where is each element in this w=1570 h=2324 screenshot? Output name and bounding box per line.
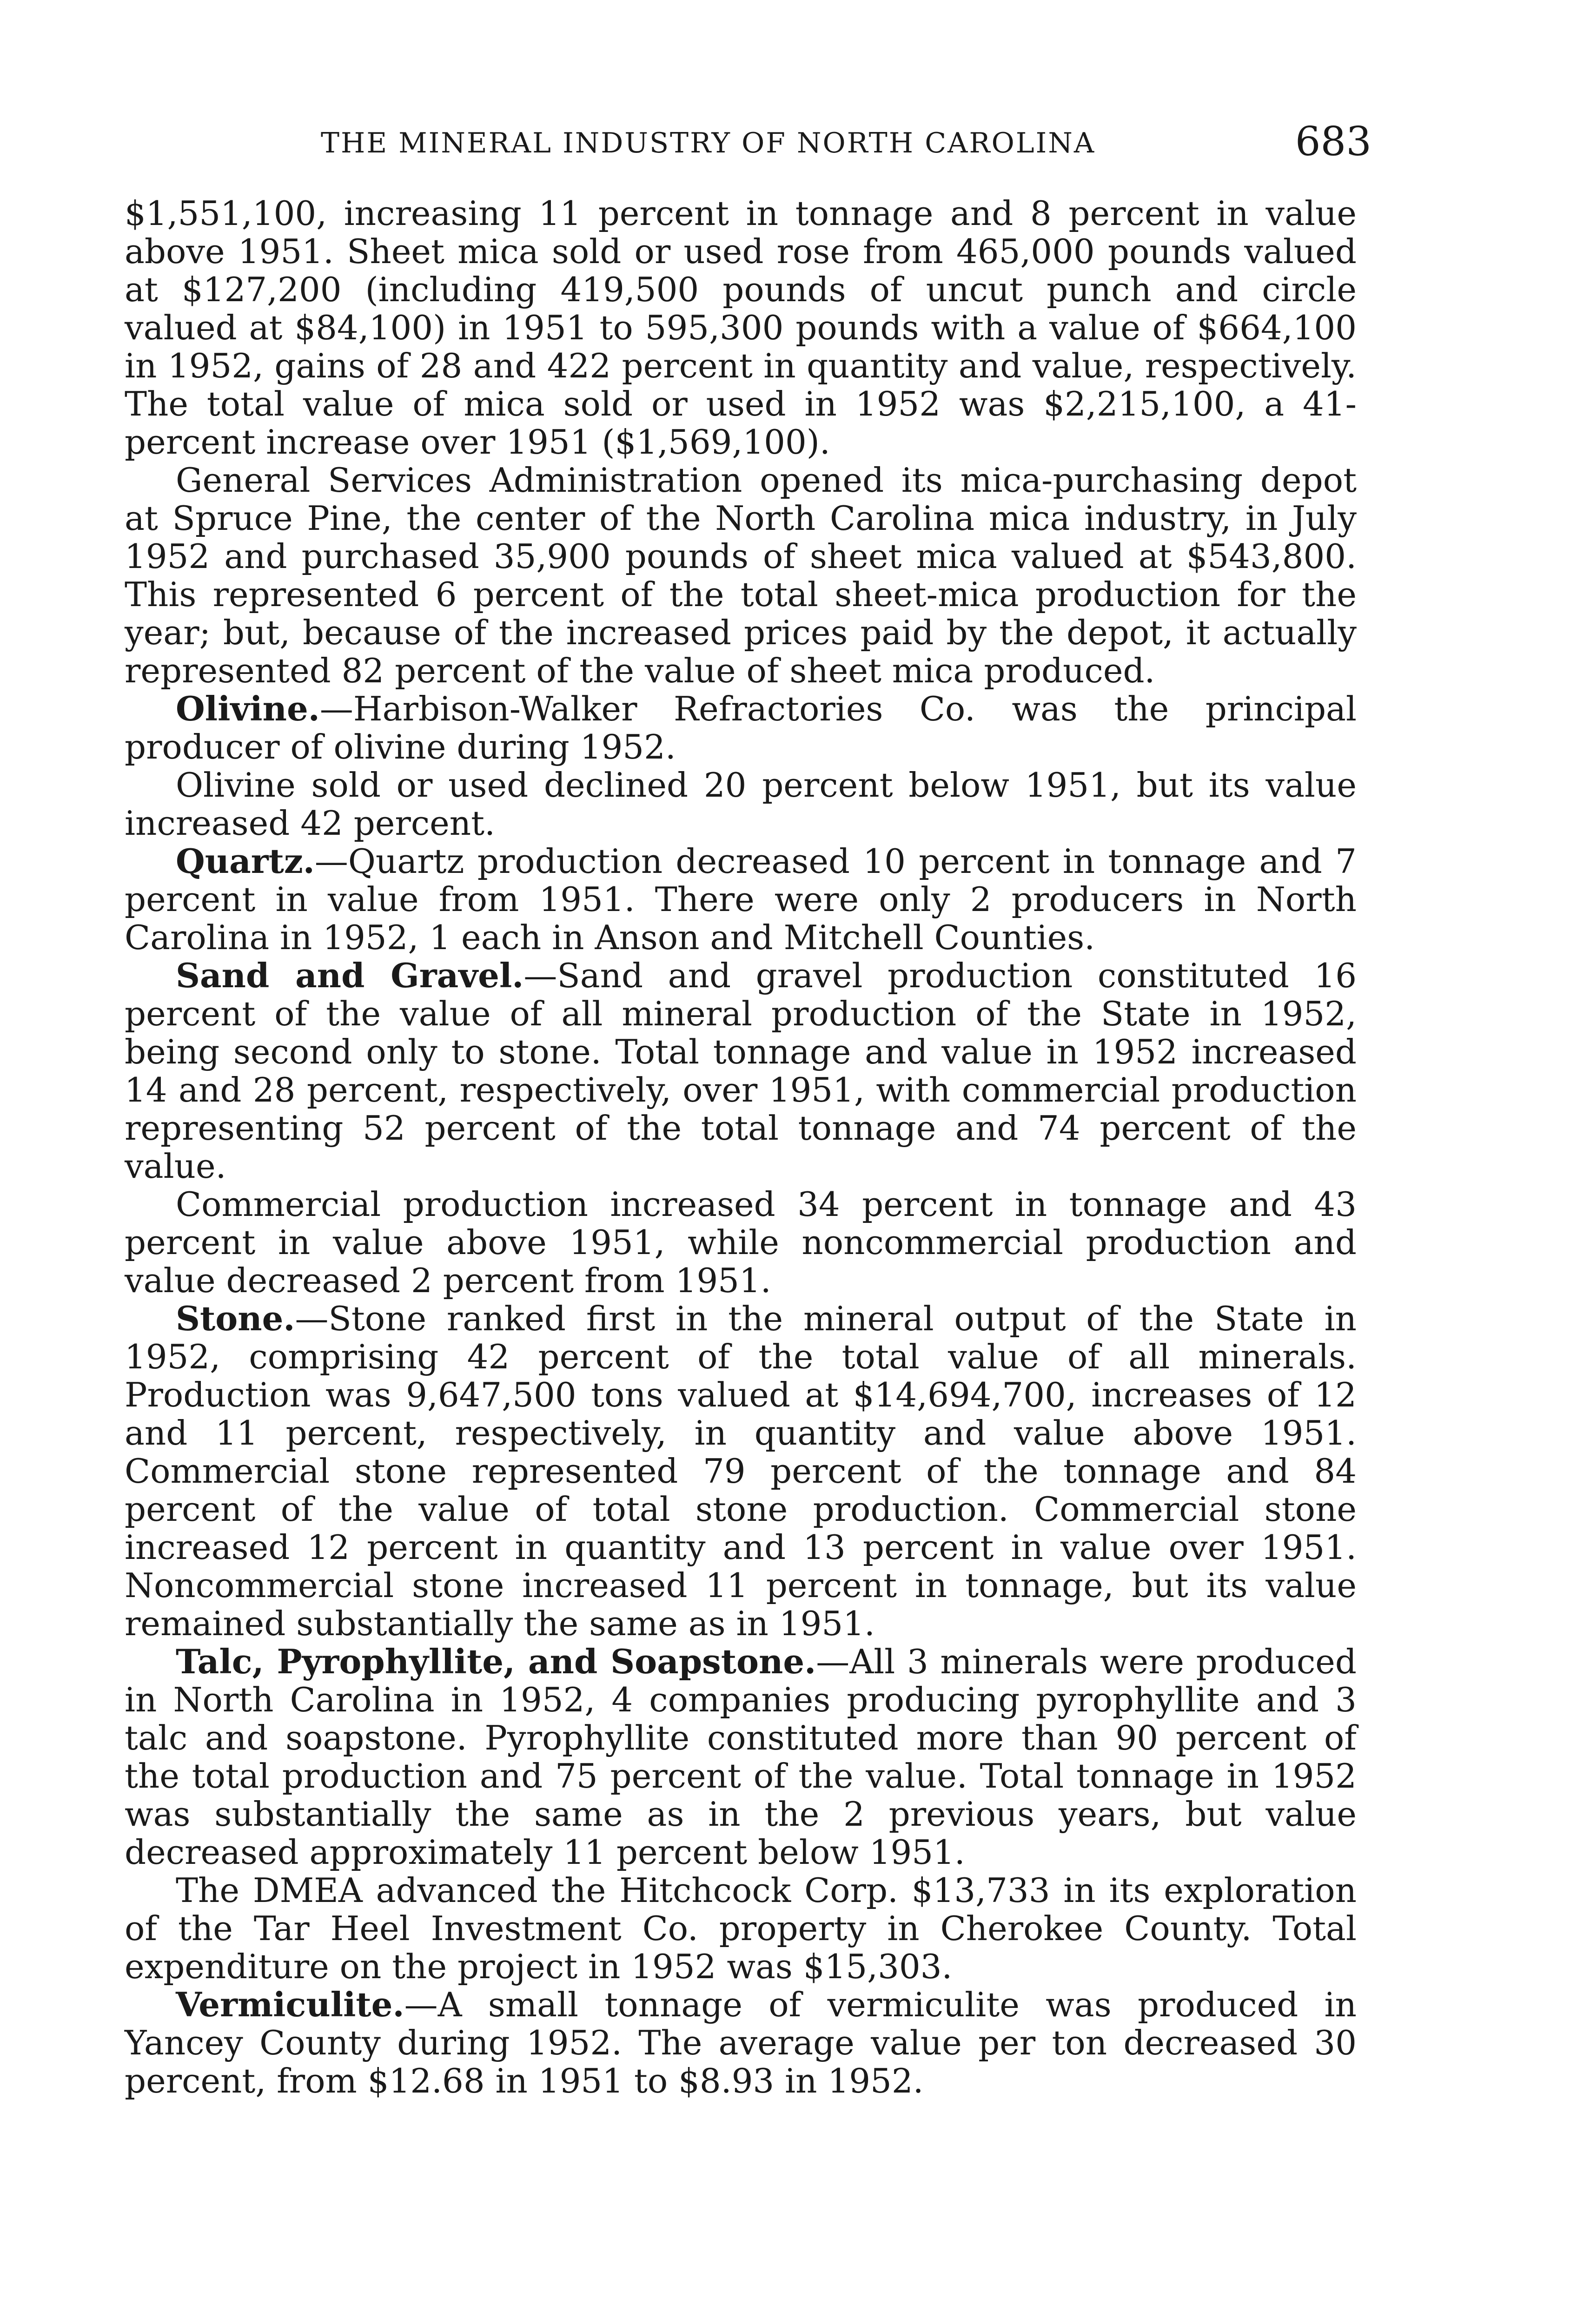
section-heading-stone: Stone.: [176, 1299, 295, 1338]
paragraph-text: —Sand and gravel production constituted 16 percent of the value of all mineral production of the State in 1952, being second only to stone. Total tonnage and value in 1952 increased 14 and 28 percent, respectively, over 1951, with commercial production representing 52 percent of the total tonnage and 74 percent of the value.: [125, 956, 1357, 1186]
paragraph-text: Olivine sold or used declined 20 percent below 1951, but its value increased 42 percent.: [125, 766, 1357, 843]
paragraph-dmea: [125, 1871, 1357, 1986]
section-heading-sand-gravel: Sand and Gravel.: [176, 956, 524, 995]
paragraph-text: General Services Administration opened its mica-purchasing depot at Spruce Pine, the center of the North Carolina mica industry, in July 1952 and purchased 35,900 pounds of sheet mica valued at $543,800. This represented 6 percent of the total sheet-mica production for the year; but, because of the increased prices paid by the depot, it actually represented 82 percent of the value of sheet mica produced.: [125, 461, 1357, 690]
section-heading-vermiculite: Vermiculite.: [176, 1985, 404, 2024]
paragraph-sand-gravel: [125, 957, 1357, 1185]
paragraph-vermiculite: [125, 1986, 1357, 2100]
paragraph-text: —Stone ranked first in the mineral output of the State in 1952, comprising 42 percent of the total value of all minerals. Production was 9,647,500 tons valued at $14,694,700, increases of 12 and 11 percent, respectively, in quantity and value above 1951. Commercial stone represented 79 percent of the tonnage and 84 percent of the value of total stone production. Commercial stone increased 12 percent in quantity and 13 percent in value over 1951. Noncommercial stone increased 11 percent in tonnage, but its value remained substantially the same as in 1951.: [125, 1299, 1357, 1643]
page-number: 683: [1295, 119, 1371, 165]
paragraph-text: The DMEA advanced the Hitchcock Corp. $13,733 in its exploration of the Tar Heel Investment Co. property in Cherokee County. Total expenditure on the project in 1952 was $15,303.: [125, 1871, 1357, 1986]
paragraph-text: —All 3 minerals were produced in North Carolina in 1952, 4 companies producing pyrophyllite and 3 talc and soapstone. Pyrophyllite constituted more than 90 percent of the total production and 75 percent of the value. Total tonnage in 1952 was substantially the same as in the 2 previous years, but value decreased approximately 11 percent below 1951.: [125, 1642, 1357, 1872]
paragraph-text: —Quartz production decreased 10 percent in tonnage and 7 percent in value from 1951. There were only 2 producers in North Carolina in 1952, 1 each in Anson and Mitchell Counties.: [125, 842, 1357, 957]
page-header: [321, 119, 1371, 170]
paragraph-text: Commercial production increased 34 percent in tonnage and 43 percent in value above 1951, while noncommercial production and value decreased 2 percent from 1951.: [125, 1185, 1357, 1300]
paragraph-gsa-depot: [125, 461, 1357, 690]
paragraph-stone: [125, 1300, 1357, 1643]
paragraph-mica-continued: [125, 194, 1357, 461]
paragraph-talc: [125, 1643, 1357, 1871]
section-heading-olivine: Olivine.: [176, 689, 320, 728]
section-heading-quartz: Quartz.: [176, 841, 315, 881]
paragraph-olivine-value: [125, 766, 1357, 842]
running-head: THE MINERAL INDUSTRY OF NORTH CAROLINA: [321, 127, 1096, 159]
body-text: [125, 194, 1357, 2100]
paragraph-text: —Harbison-Walker Refractories Co. was the principal producer of olivine during 1952.: [125, 689, 1357, 766]
section-heading-talc: Talc, Pyrophyllite, and Soapstone.: [176, 1642, 816, 1681]
paragraph-text: —A small tonnage of vermiculite was produced in Yancey County during 1952. The average value per ton decreased 30 percent, from $12.68 in 1951 to $8.93 in 1952.: [125, 1985, 1357, 2100]
paragraph-text: $1,551,100, increasing 11 percent in tonnage and 8 percent in value above 1951. Sheet mica sold or used rose from 465,000 pounds valued at $127,200 (including 419,500 pounds of uncut punch and circle valued at $84,100) in 1951 to 595,300 pounds with a value of $664,100 in 1952, gains of 28 and 422 percent in quantity and value, respectively. The total value of mica sold or used in 1952 was $2,215,100, a 41-percent increase over 1951 ($1,569,100).: [125, 194, 1357, 462]
paragraph-olivine: [125, 690, 1357, 766]
paragraph-commercial-production: [125, 1185, 1357, 1300]
paragraph-quartz: [125, 842, 1357, 957]
